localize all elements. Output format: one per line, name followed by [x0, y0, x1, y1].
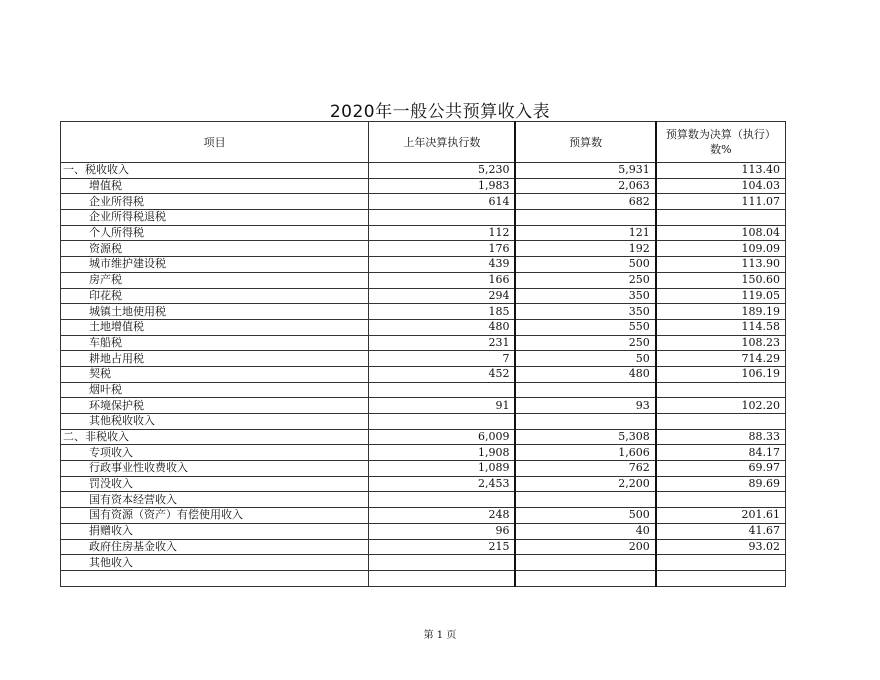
row-prev-final: 96 [369, 523, 516, 539]
row-ratio: 150.60 [656, 272, 786, 288]
row-ratio: 114.58 [656, 319, 786, 335]
row-ratio: 113.40 [656, 163, 786, 179]
row-item-name: 城镇土地使用税 [61, 304, 369, 320]
table-row [61, 570, 786, 586]
row-item-name [61, 570, 369, 586]
row-budget: 5,308 [515, 429, 655, 445]
table-row [61, 178, 786, 194]
row-budget: 350 [515, 288, 655, 304]
row-prev-final: 6,009 [369, 429, 516, 445]
row-item-name: 耕地占用税 [61, 351, 369, 367]
row-ratio: 189.19 [656, 304, 786, 320]
row-ratio [656, 492, 786, 508]
table-row [61, 351, 786, 367]
row-item-name: 城市维护建设税 [61, 257, 369, 273]
table-header-row [61, 122, 786, 163]
row-prev-final: 248 [369, 508, 516, 524]
row-item-name: 企业所得税退税 [61, 210, 369, 226]
table-row [61, 304, 786, 320]
table-row [61, 476, 786, 492]
row-prev-final: 1,908 [369, 445, 516, 461]
row-prev-final: 91 [369, 398, 516, 414]
row-prev-final: 185 [369, 304, 516, 320]
header-prev-final: 上年决算执行数 [369, 122, 516, 163]
table-row [61, 382, 786, 398]
row-budget: 500 [515, 508, 655, 524]
row-prev-final [369, 210, 516, 226]
table-row [61, 241, 786, 257]
row-ratio: 69.97 [656, 461, 786, 477]
row-prev-final: 166 [369, 272, 516, 288]
row-ratio: 119.05 [656, 288, 786, 304]
row-ratio: 109.09 [656, 241, 786, 257]
row-ratio: 113.90 [656, 257, 786, 273]
row-prev-final: 1,089 [369, 461, 516, 477]
table-row [61, 492, 786, 508]
table-row [61, 225, 786, 241]
row-ratio [656, 570, 786, 586]
row-ratio: 41.67 [656, 523, 786, 539]
row-ratio: 108.23 [656, 335, 786, 351]
table-row [61, 257, 786, 273]
row-budget: 1,606 [515, 445, 655, 461]
row-budget: 500 [515, 257, 655, 273]
row-prev-final: 215 [369, 539, 516, 555]
row-item-name: 国有资源（资产）有偿使用收入 [61, 508, 369, 524]
table-row [61, 429, 786, 445]
table-row [61, 539, 786, 555]
row-budget: 550 [515, 319, 655, 335]
row-item-name: 政府住房基金收入 [61, 539, 369, 555]
row-budget: 480 [515, 366, 655, 382]
row-budget [515, 555, 655, 571]
row-prev-final [369, 555, 516, 571]
row-ratio [656, 210, 786, 226]
row-prev-final: 614 [369, 194, 516, 210]
table-row [61, 461, 786, 477]
row-item-name: 其他收入 [61, 555, 369, 571]
row-budget: 2,063 [515, 178, 655, 194]
row-ratio: 104.03 [656, 178, 786, 194]
row-prev-final: 7 [369, 351, 516, 367]
row-budget [515, 210, 655, 226]
table-row [61, 319, 786, 335]
row-item-name: 印花税 [61, 288, 369, 304]
row-budget [515, 492, 655, 508]
row-item-name: 增值税 [61, 178, 369, 194]
table-row [61, 335, 786, 351]
table-row [61, 288, 786, 304]
row-prev-final: 294 [369, 288, 516, 304]
header-budget: 预算数 [515, 122, 655, 163]
row-item-name: 罚没收入 [61, 476, 369, 492]
row-item-name: 捐赠收入 [61, 523, 369, 539]
row-ratio [656, 414, 786, 430]
table-row [61, 194, 786, 210]
row-item-name: 专项收入 [61, 445, 369, 461]
row-ratio: 714.29 [656, 351, 786, 367]
row-item-name: 房产税 [61, 272, 369, 288]
row-prev-final: 112 [369, 225, 516, 241]
row-ratio: 106.19 [656, 366, 786, 382]
row-budget [515, 382, 655, 398]
table-row [61, 508, 786, 524]
row-item-name: 契税 [61, 366, 369, 382]
row-prev-final [369, 492, 516, 508]
row-item-name: 一、税收收入 [61, 163, 369, 179]
row-budget: 121 [515, 225, 655, 241]
table-row [61, 272, 786, 288]
row-ratio: 88.33 [656, 429, 786, 445]
row-prev-final [369, 570, 516, 586]
row-budget: 200 [515, 539, 655, 555]
table-row [61, 523, 786, 539]
row-budget [515, 414, 655, 430]
row-ratio: 102.20 [656, 398, 786, 414]
row-prev-final [369, 382, 516, 398]
row-budget [515, 570, 655, 586]
table-body [61, 163, 786, 587]
row-item-name: 个人所得税 [61, 225, 369, 241]
row-prev-final: 231 [369, 335, 516, 351]
row-item-name: 资源税 [61, 241, 369, 257]
row-item-name: 烟叶税 [61, 382, 369, 398]
row-item-name: 土地增值税 [61, 319, 369, 335]
row-ratio: 93.02 [656, 539, 786, 555]
row-item-name: 国有资本经营收入 [61, 492, 369, 508]
row-ratio [656, 382, 786, 398]
table-row [61, 555, 786, 571]
row-item-name: 车船税 [61, 335, 369, 351]
row-ratio: 111.07 [656, 194, 786, 210]
row-ratio [656, 555, 786, 571]
row-prev-final: 439 [369, 257, 516, 273]
row-ratio: 201.61 [656, 508, 786, 524]
row-item-name: 其他税收收入 [61, 414, 369, 430]
row-item-name: 企业所得税 [61, 194, 369, 210]
row-prev-final: 480 [369, 319, 516, 335]
row-budget: 192 [515, 241, 655, 257]
row-budget: 762 [515, 461, 655, 477]
revenue-table [60, 121, 786, 587]
row-budget: 5,931 [515, 163, 655, 179]
row-budget: 250 [515, 272, 655, 288]
table-row [61, 210, 786, 226]
header-ratio: 预算数为决算（执行）数% [656, 122, 786, 163]
row-prev-final: 176 [369, 241, 516, 257]
row-budget: 2,200 [515, 476, 655, 492]
row-ratio: 89.69 [656, 476, 786, 492]
row-budget: 682 [515, 194, 655, 210]
page-number: 第 1 页 [423, 630, 457, 641]
row-item-name: 环境保护税 [61, 398, 369, 414]
row-prev-final: 1,983 [369, 178, 516, 194]
row-item-name: 二、非税收入 [61, 429, 369, 445]
table-row [61, 414, 786, 430]
table-row [61, 445, 786, 461]
row-budget: 350 [515, 304, 655, 320]
row-prev-final: 2,453 [369, 476, 516, 492]
header-item: 项目 [61, 122, 369, 163]
row-budget: 40 [515, 523, 655, 539]
row-budget: 250 [515, 335, 655, 351]
row-prev-final: 5,230 [369, 163, 516, 179]
row-item-name: 行政事业性收费收入 [61, 461, 369, 477]
row-ratio: 84.17 [656, 445, 786, 461]
row-budget: 93 [515, 398, 655, 414]
table-row [61, 163, 786, 179]
row-prev-final: 452 [369, 366, 516, 382]
table-row [61, 398, 786, 414]
table-row [61, 366, 786, 382]
row-prev-final [369, 414, 516, 430]
page-title: 2020年一般公共预算收入表 [329, 102, 551, 122]
row-ratio: 108.04 [656, 225, 786, 241]
row-budget: 50 [515, 351, 655, 367]
